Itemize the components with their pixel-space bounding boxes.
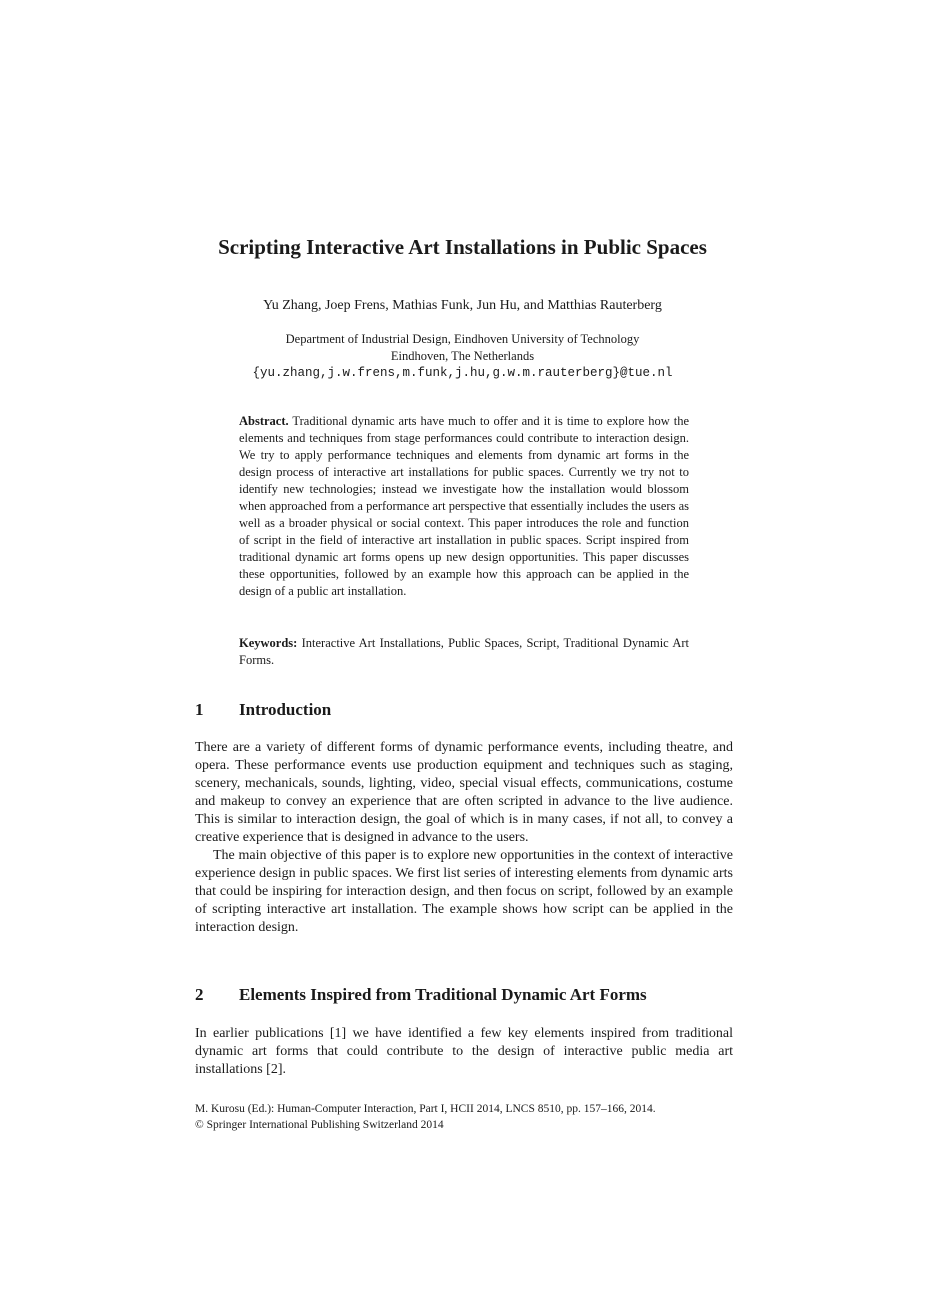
copyright-line: © Springer International Publishing Switzerland 2014 xyxy=(195,1119,444,1131)
paragraph: The main objective of this paper is to explore new opportunities in the context of interactive experience design in public spaces. We first list series of interesting elements from dynamic arts that could be inspiring for interaction design, and then focus on script, followed by an example of scripting interactive art installation. The example shows how script can be applied in the interaction design. xyxy=(195,848,733,935)
introduction-body xyxy=(195,739,733,937)
elements-body xyxy=(195,1025,733,1079)
section-title: Introduction xyxy=(239,700,332,719)
paragraph: There are a variety of different forms of dynamic performance events, including theatre, and opera. These performance events use production equipment and techniques such as staging, scenery, mechanicals, sounds, lighting, video, special visual effects, communications, costume and makeup to convey an experience that are often scripted in advance to the live audience. This is similar to interaction design, the goal of which is in many cases, if not all, to convey a creative experience that is designed in advance to the users. xyxy=(195,740,733,845)
abstract xyxy=(239,413,689,600)
affiliation-location: Eindhoven, The Netherlands xyxy=(390,349,535,363)
publication-footer xyxy=(195,1101,735,1133)
section-heading-introduction xyxy=(195,699,735,721)
paper-title: Scripting Interactive Art Installations in Public Spaces xyxy=(218,235,707,259)
abstract-label: Abstract. xyxy=(239,414,289,428)
section-title: Elements Inspired from Traditional Dynamic Art Forms xyxy=(239,985,647,1004)
section-number: 2 xyxy=(195,985,204,1004)
section-heading-elements xyxy=(195,984,735,1006)
affiliation-department: Department of Industrial Design, Eindhoven University of Technology xyxy=(285,332,640,346)
author-emails: {yu.zhang,j.w.frens,m.funk,j.hu,g.w.m.rauterberg}@tue.nl xyxy=(252,366,673,380)
section-number: 1 xyxy=(195,700,204,719)
paragraph: In earlier publications [1] we have identified a few key elements inspired from traditional dynamic art forms that could contribute to the design of interactive public media art installations [2]. xyxy=(195,1026,733,1077)
keywords-label: Keywords: xyxy=(239,636,298,650)
keywords xyxy=(239,635,689,669)
keywords-text: Interactive Art Installations, Public Spaces, Script, Traditional Dynamic Art Forms. xyxy=(239,636,689,667)
author-list: Yu Zhang, Joep Frens, Mathias Funk, Jun Hu, and Matthias Rauterberg xyxy=(263,298,662,313)
abstract-text: Traditional dynamic arts have much to offer and it is time to explore how the elements and techniques from stage performances could contribute to interaction design. We try to apply performance techniques and elements from dynamic art forms in the design process of interactive art installations for public spaces. Currently we try not to identify new technologies; instead we investigate how the installation would blossom when approached from a performance art perspective that essentially includes the users as well as a broader physical or social context. This paper introduces the role and function of script in the field of interactive art installation in public spaces. Script inspired from traditional dynamic art forms opens up new design opportunities. This paper discusses these opportunities, followed by an example how this approach can be applied in the design of a public art installation. xyxy=(239,414,690,598)
citation-line: M. Kurosu (Ed.): Human-Computer Interaction, Part I, HCII 2014, LNCS 8510, pp. 157–166, 2014. xyxy=(195,1103,656,1115)
affiliation-block xyxy=(0,331,925,382)
